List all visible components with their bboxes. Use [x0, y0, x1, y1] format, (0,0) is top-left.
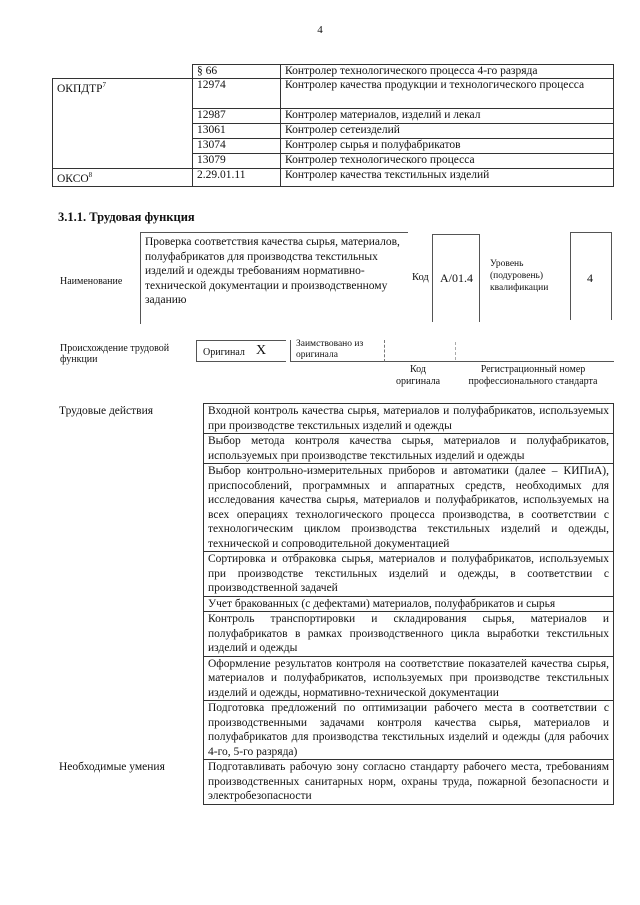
classifier-label	[53, 139, 193, 154]
classifier-code: 13074	[193, 139, 281, 154]
classifier-label	[53, 79, 193, 109]
table-row	[55, 760, 614, 805]
table-row	[53, 139, 614, 154]
table-row	[55, 404, 614, 434]
labor-action: Входной контроль качества сырья, материалов и полуфабрикатов, используемых при производстве текстильных изделий и одежды	[204, 404, 614, 434]
labor-action: Учет бракованных (с дефектами) материалов, полуфабрикатов и сырья	[204, 596, 614, 612]
table-row	[53, 109, 614, 124]
labor-action: Выбор контрольно-измерительных приборов и автоматики (далее – КИПиА), приспособлений, программных и аппаратных средств, необходимых для исследования качества сырья, материалов и полуфабрикатов, используемых на всех операциях технологического процесса производства, в соответствии с технологическим циклом производства текстильных изделий и одежды, технической и сопроводительной документацией	[204, 464, 614, 552]
name-label: Наименование	[60, 276, 123, 287]
classifier-code: 2.29.01.11	[193, 169, 281, 187]
origin-label: Происхождение трудовой функции	[60, 343, 170, 365]
function-code: A/01.4	[440, 271, 473, 285]
original-mark: X	[256, 343, 267, 358]
table-row	[53, 154, 614, 169]
classifier-label	[53, 154, 193, 169]
footnote-ref: 7	[102, 81, 107, 89]
table-row	[53, 124, 614, 139]
table-row	[53, 169, 614, 187]
divider	[455, 342, 456, 360]
classifier-name: ОКПДТР	[57, 82, 103, 95]
classifier-code: 12974	[193, 79, 281, 109]
original-label: Оригинал	[203, 347, 245, 358]
function-name: Проверка соответствия качества сырья, материалов, полуфабрикатов для производства текстильных изделий и одежды требованиям нормативно-технической документации и производственному заданию	[140, 232, 408, 324]
classifier-code: 13061	[193, 124, 281, 139]
section-title: 3.1.1. Трудовая функция	[58, 210, 195, 224]
registration-box	[384, 340, 614, 362]
classifier-title: Контролер материалов, изделий и лекал	[281, 109, 614, 124]
labor-action: Контроль транспортировки и складирования сырья, материалов и полуфабрикатов в рамках производственного цикла выработки текстильных изделий и одежды	[204, 612, 614, 657]
function-details-table	[55, 403, 614, 805]
classifier-code: 13079	[193, 154, 281, 169]
labor-action: Выбор метода контроля качества сырья, материалов и полуфабрикатов, используемых при производстве текстильных изделий и одежды	[204, 434, 614, 464]
classifier-title: Контролер технологического процесса 4-го разряда	[281, 65, 614, 79]
required-skill: Подготавливать рабочую зону согласно стандарту рабочего места, требованиям производственных санитарных норм, охраны труда, пожарной безопасности и электробезопасности	[204, 760, 614, 805]
labor-actions-label: Трудовые действия	[55, 404, 204, 760]
classifier-title: Контролер качества текстильных изделий	[281, 169, 614, 187]
footnote-ref: 8	[88, 171, 93, 179]
classifier-title: Контролер сетеизделий	[281, 124, 614, 139]
table-row	[53, 79, 614, 109]
code-label: Код	[412, 272, 429, 283]
labor-action: Подготовка предложений по оптимизации рабочего места в соответствии с производственными задачами контроля качества сырья, материалов и полуфабрикатов для производства текстильных изделий и одежды (для рабочих 4-го, 5-го разряда)	[204, 701, 614, 760]
classifier-label	[53, 109, 193, 124]
borrowed-label: Заимствовано из оригинала	[296, 339, 364, 360]
required-skills-label: Необходимые умения	[55, 760, 204, 805]
classifier-table	[52, 64, 614, 187]
qualification-level: 4	[587, 271, 593, 285]
classifier-label	[53, 124, 193, 139]
level-label: Уровень (подуровень) квалификации	[490, 259, 549, 293]
registration-caption: Регистрационный номер профессионального стандарта	[468, 364, 598, 387]
labor-action: Сортировка и отбраковка сырья, материалов и полуфабрикатов, используемых при производстве текстильных изделий и одежды, в соответствии с производственной задачей	[204, 552, 614, 597]
labor-action: Оформление результатов контроля на соответствие показателей качества сырья, материалов и полуфабрикатов, используемых при производстве текстильных изделий и одежды, нормативно-технической документации	[204, 656, 614, 701]
classifier-title: Контролер сырья и полуфабрикатов	[281, 139, 614, 154]
classifier-code: § 66	[193, 65, 281, 79]
page-number: 4	[317, 24, 323, 36]
classifier-name: ОКСО	[57, 172, 89, 185]
code-caption: Код оригинала	[395, 364, 441, 387]
classifier-label	[53, 169, 193, 187]
classifier-title: Контролер технологического процесса	[281, 154, 614, 169]
table-row	[53, 65, 614, 79]
classifier-code: 12987	[193, 109, 281, 124]
classifier-title: Контролер качества продукции и технологического процесса	[281, 79, 614, 109]
classifier-label	[53, 65, 193, 79]
